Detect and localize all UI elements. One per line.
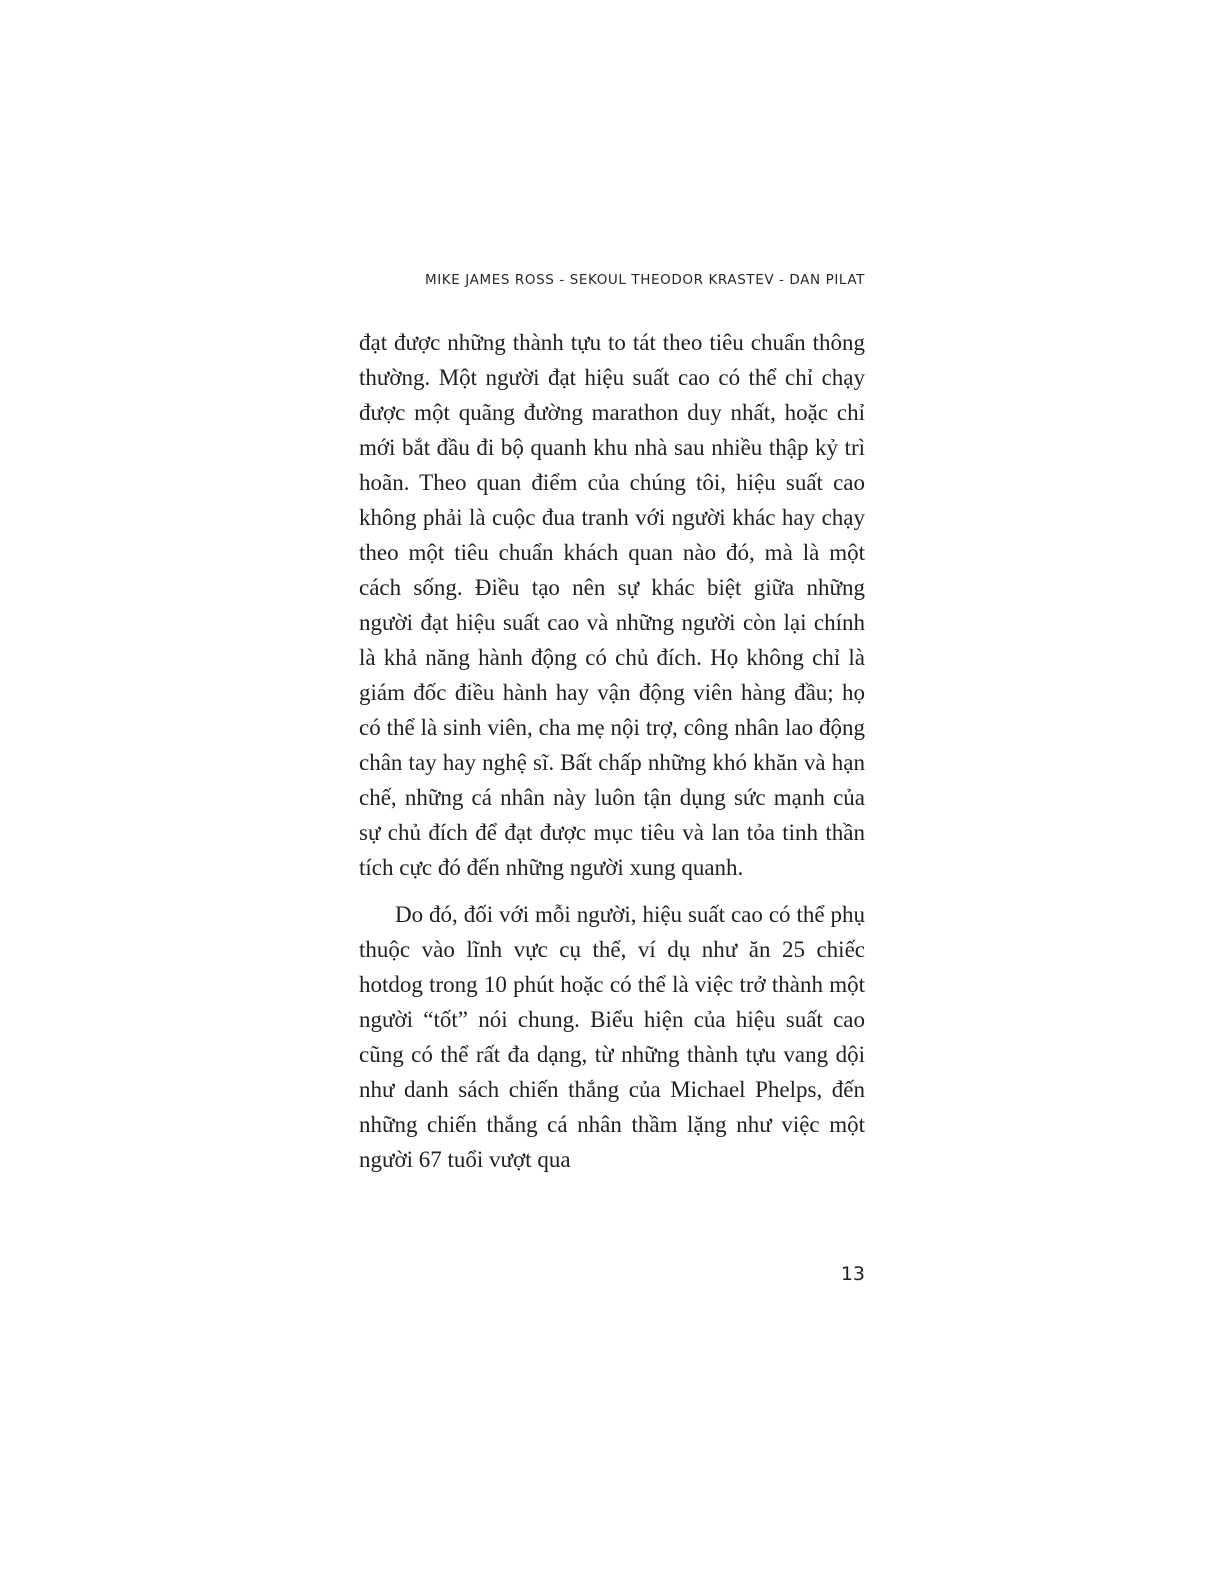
paragraph: đạt được những thành tựu to tát theo tiêu chuẩn thông thường. Một người đạt hiệu suất cao có thể chỉ chạy được một quãng đường marathon duy nhất, hoặc chỉ mới bắt đầu đi bộ quanh khu nhà sau nhiều thập kỷ trì hoãn. Theo quan điểm của chúng tôi, hiệu suất cao không phải là cuộc đua tranh với người khác hay chạy theo một tiêu chuẩn khách quan nào đó, mà là một cách sống. Điều tạo nên sự khác biệt giữa những người đạt hiệu suất cao và những người còn lại chính là khả năng hành động có chủ đích. Họ không chỉ là giám đốc điều hành hay vận động viên hàng đầu; họ có thể là sinh viên, cha mẹ nội trợ, công nhân lao động chân tay hay nghệ sĩ. Bất chấp những khó khăn và hạn chế, những cá nhân này luôn tận dụng sức mạnh của sự chủ đích để đạt được mục tiêu và lan tỏa tinh thần tích cực đó đến những người xung quanh. — [359, 330, 865, 880]
body-text — [359, 325, 865, 1177]
running-header: MIKE JAMES ROSS - SEKOUL THEODOR KRASTEV - DAN PILAT — [424, 272, 865, 288]
paragraph: Do đó, đối với mỗi người, hiệu suất cao có thể phụ thuộc vào lĩnh vực cụ thể, ví dụ như ăn 25 chiếc hotdog trong 10 phút hoặc có thể là việc trở thành một người “tốt” nói chung. Biểu hiện của hiệu suất cao cũng có thể rất đa dạng, từ những thành tựu vang dội như danh sách chiến thắng của Michael Phelps, đến những chiến thắng cá nhân thầm lặng như việc một người 67 tuổi vượt qua — [359, 902, 865, 1172]
page-number: 13 — [840, 1263, 865, 1285]
